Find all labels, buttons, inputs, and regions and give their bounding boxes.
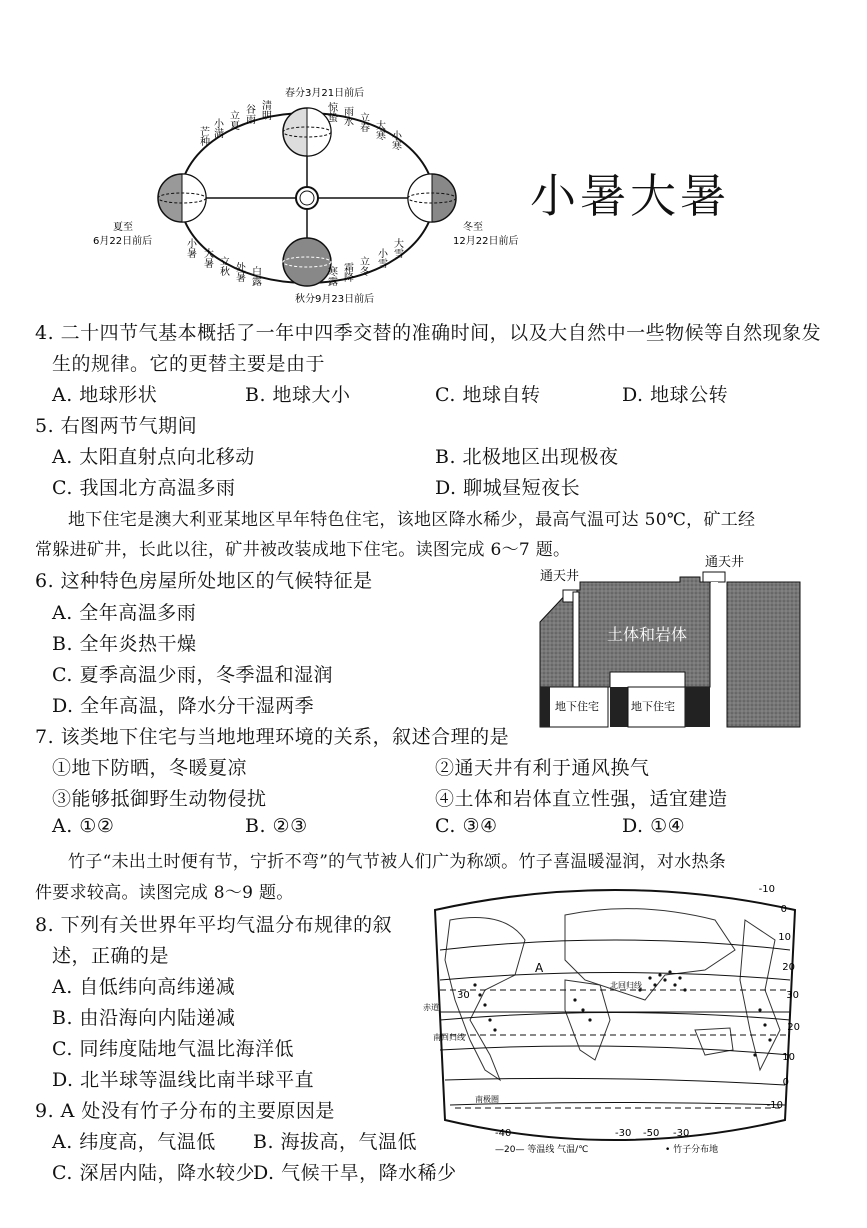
q5-stem: 5. 右图两节气期间 xyxy=(35,415,198,437)
globe-winter xyxy=(408,174,456,222)
q7-item-3: ③能够抵御野生动物侵扰 xyxy=(52,788,267,810)
bottom-label-1: -40 xyxy=(495,1128,512,1139)
globe-summer xyxy=(158,174,206,222)
bottom-label-2: -30 xyxy=(615,1128,632,1139)
solar-term-label: 寒露 xyxy=(325,266,337,286)
label-winter-2: 12月22日前后 xyxy=(453,236,519,247)
q7-item-4: ④土体和岩体直立性强，适宜建造 xyxy=(435,788,728,810)
solar-term-label: 立春 xyxy=(357,112,369,132)
q5-option-c[interactable]: C. 我国北方高温多雨 xyxy=(52,477,236,499)
q7-item-1: ①地下防晒，冬暖夏凉 xyxy=(52,757,248,779)
label-polar: 南极圈 xyxy=(475,1095,499,1104)
q7-option-c[interactable]: C. ③④ xyxy=(435,815,498,837)
q9-option-a[interactable]: A. 纬度高，气温低 xyxy=(52,1131,216,1153)
label-spring: 春分3月21日前后 xyxy=(285,88,365,99)
isotherm-value-label: 20 xyxy=(787,1022,800,1033)
solar-term-label: 清明 xyxy=(259,100,271,120)
q4-option-a[interactable]: A. 地球形状 xyxy=(52,384,158,406)
label-A: A xyxy=(535,961,544,975)
isotherm-value-label: 0 xyxy=(780,904,787,915)
isotherm-value-label: 20 xyxy=(782,962,795,973)
orbit-diagram xyxy=(85,80,530,305)
calligraphy-title: 小暑大暑 xyxy=(530,169,730,223)
q7-item-2: ②通天井有利于通风换气 xyxy=(435,757,650,779)
q5-option-b[interactable]: B. 北极地区出现极夜 xyxy=(435,446,619,468)
q4-stem-1: 4. 二十四节气基本概括了一年中四季交替的准确时间，以及大自然中一些物候等自然现象发 xyxy=(35,322,822,344)
bottom-label-3: -50 xyxy=(643,1128,660,1139)
intro2-line1: 竹子“未出土时便有节，宁折不弯”的气节被人们广为称颂。竹子喜温暖湿润，对水热条 xyxy=(68,852,727,872)
label-30: 30 xyxy=(457,990,470,1001)
q9-stem: 9. A 处没有竹子分布的主要原因是 xyxy=(35,1100,335,1122)
solar-term-label: 惊蛰 xyxy=(325,102,337,122)
intro2-line2: 件要求较高。读图完成 8～9 题。 xyxy=(35,883,294,903)
solar-term-label: 小雪 xyxy=(375,248,387,268)
globe-autumn xyxy=(283,238,331,286)
solar-term-label: 大雪 xyxy=(391,238,403,258)
q7-stem: 7. 该类地下住宅与当地地理环境的关系，叙述合理的是 xyxy=(35,726,510,748)
q8-option-a[interactable]: A. 自低纬向高纬递减 xyxy=(52,976,236,998)
legend-bamboo: • 竹子分布地 xyxy=(665,1145,719,1155)
label-antarctic: 南回归线 xyxy=(433,1033,465,1042)
solar-term-label: 立冬 xyxy=(357,256,369,276)
isotherm-value-label: 10 xyxy=(778,932,791,943)
intro1-line1: 地下住宅是澳大利亚某地区早年特色住宅，该地区降水稀少，最高气温可达 50℃，矿工经 xyxy=(68,510,756,530)
solar-term-label: 白露 xyxy=(249,266,261,286)
dwelling-diagram xyxy=(535,552,805,732)
solar-term-label: 霜降 xyxy=(341,262,353,282)
q8-stem-1: 8. 下列有关世界年平均气温分布规律的叙 xyxy=(35,914,393,936)
solar-term-label: 雨水 xyxy=(341,106,353,126)
shaft-left-label: 通天井 xyxy=(540,569,580,584)
q7-option-a[interactable]: A. ①② xyxy=(52,815,115,837)
map-svg xyxy=(415,880,815,1180)
q8-stem-2: 述，正确的是 xyxy=(52,945,170,967)
solar-terms-figure xyxy=(85,80,530,305)
label-winter-1: 冬至 xyxy=(463,222,483,233)
q6-stem: 6. 这种特色房屋所处地区的气候特征是 xyxy=(35,570,373,592)
shaft-right-label: 通天井 xyxy=(705,555,745,570)
q6-option-d[interactable]: D. 全年高温，降水分干湿两季 xyxy=(52,695,315,717)
isotherm-value-label: -10 xyxy=(766,1100,783,1111)
q6-option-b[interactable]: B. 全年炎热干燥 xyxy=(52,633,197,655)
solar-term-label: 立夏 xyxy=(227,110,239,130)
solar-term-label: 小暑 xyxy=(184,238,196,258)
q4-option-c[interactable]: C. 地球自转 xyxy=(435,384,541,406)
isotherm-value-label: -10 xyxy=(758,884,775,895)
solar-term-label: 小满 xyxy=(211,118,223,138)
q4-option-b[interactable]: B. 地球大小 xyxy=(245,384,351,406)
solar-term-label: 谷雨 xyxy=(243,104,255,124)
rock-label: 土体和岩体 xyxy=(607,625,688,644)
intro1-line2: 常躲进矿井，长此以往，矿井被改装成地下住宅。读图完成 6～7 题。 xyxy=(35,540,571,560)
house2-label: 地下住宅 xyxy=(631,700,675,713)
q9-option-b[interactable]: B. 海拔高，气温低 xyxy=(253,1131,418,1153)
isotherm-value-label: 30 xyxy=(786,990,799,1001)
solar-term-label: 小寒 xyxy=(389,130,401,150)
shaft-right-opening xyxy=(703,572,725,582)
q9-option-c[interactable]: C. 深居内陆，降水较少 xyxy=(52,1162,255,1184)
globe-spring xyxy=(283,108,331,156)
q7-option-d[interactable]: D. ①④ xyxy=(622,815,686,837)
legend-isotherm: —20— 等温线 气温/℃ xyxy=(495,1145,589,1155)
q4-option-d[interactable]: D. 地球公转 xyxy=(622,384,729,406)
q9-option-d[interactable]: D. 气候干旱，降水稀少 xyxy=(253,1162,457,1184)
q7-option-b[interactable]: B. ②③ xyxy=(245,815,308,837)
world-isotherm-map xyxy=(415,880,815,1180)
q5-option-a[interactable]: A. 太阳直射点向北移动 xyxy=(52,446,255,468)
q5-option-d[interactable]: D. 聊城昼短夜长 xyxy=(435,477,581,499)
solar-term-label: 大暑 xyxy=(201,248,213,268)
bottom-label-4: -30 xyxy=(673,1128,690,1139)
label-summer-1: 夏至 xyxy=(113,222,133,233)
label-arctic: 北回归线 xyxy=(610,981,642,990)
solar-term-label: 芒种 xyxy=(197,126,209,146)
label-autumn: 秋分9月23日前后 xyxy=(295,294,375,305)
label-summer-2: 6月22日前后 xyxy=(93,236,153,247)
q6-option-a[interactable]: A. 全年高温多雨 xyxy=(52,602,197,624)
q8-option-d[interactable]: D. 北半球等温线比南半球平直 xyxy=(52,1069,315,1091)
q8-option-c[interactable]: C. 同纬度陆地气温比海洋低 xyxy=(52,1038,294,1060)
solar-term-label: 立秋 xyxy=(217,256,229,276)
dwelling-figure xyxy=(535,552,805,732)
house1-label: 地下住宅 xyxy=(555,700,599,713)
isotherm-value-label: 10 xyxy=(782,1052,795,1063)
q8-option-b[interactable]: B. 由沿海向内陆递减 xyxy=(52,1007,236,1029)
isotherm-value-label: 0 xyxy=(782,1077,789,1088)
label-equator: 赤道 xyxy=(423,1003,439,1012)
solar-term-label: 大寒 xyxy=(373,120,385,140)
q4-stem-2: 生的规律。它的更替主要是由于 xyxy=(52,353,326,375)
q6-option-c[interactable]: C. 夏季高温少雨，冬季温和湿润 xyxy=(52,664,333,686)
solar-term-label: 处暑 xyxy=(233,262,245,282)
